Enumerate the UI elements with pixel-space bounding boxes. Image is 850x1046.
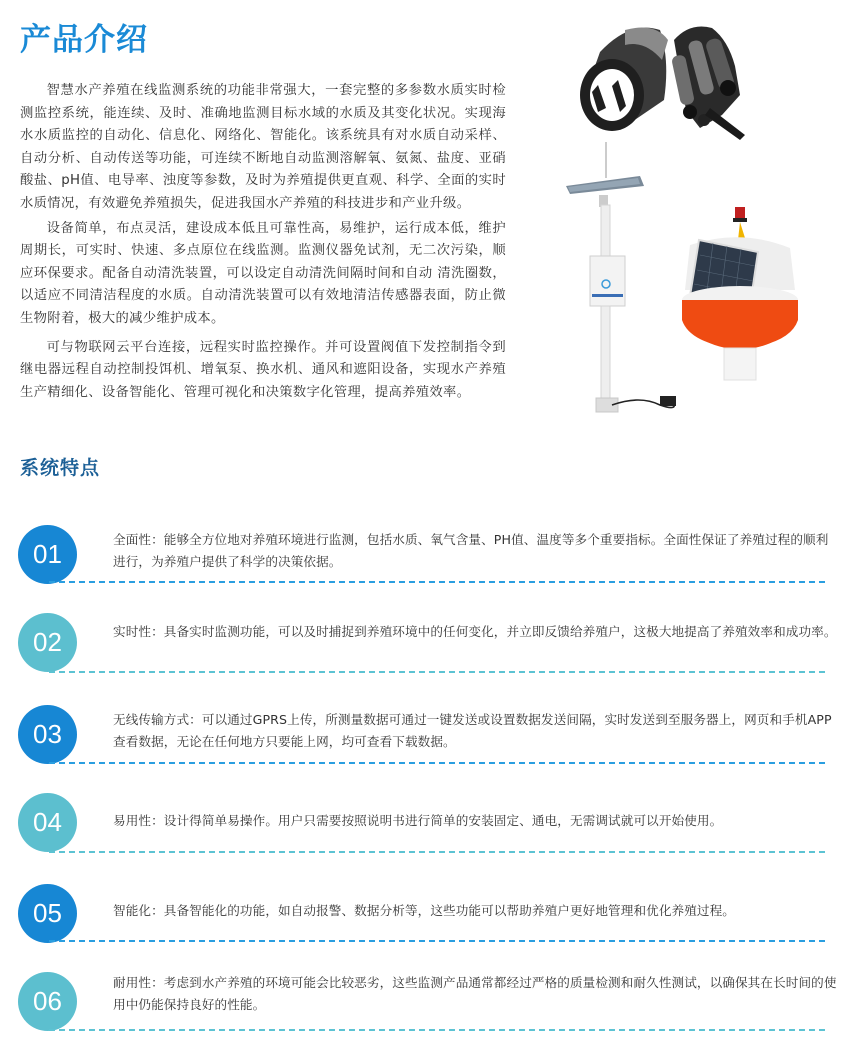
feature-number-badge: 04 [18,793,77,852]
intro-paragraph-1: 智慧水产养殖在线监测系统的功能非常强大，一套完整的多参数水质实时检测监控系统，能连续、及时、准确地监测目标水域的水质及其变化状况。实现海水水质监控的自动化、信息化、网络化、智能化。该系统具有对水质自动采样、自动分析、自动传送等功能，可连续不断地自动监测溶解氧、氨氮、盐度、亚硝酸盐、pH值、电导率、浊度等参数，及时为养殖提供更直观、科学、全面的实时水质情况，有效避免养殖损失，促进我国水产养殖的科技进步和产业升级。 [20,83,506,211]
dashed-divider [49,940,825,942]
feature-text: 智能化：具备智能化的功能，如自动报警、数据分析等，这些功能可以帮助养殖户更好地管理和优化养殖过程。 [113,903,735,918]
solar-pole-station-image [566,142,676,412]
feature-number-badge: 02 [18,613,77,672]
intro-paragraph-2: 设备简单，布点灵活，建设成本低且可靠性高，易维护，运行成本低，维护周期长，可实时、快速、多点原位在线监测。监测仪器免试剂，无二次污染，顺应环保要求。配备自动清洗装置，可以设定自动清洗间隔时间和自动 清洗圈数，以适应不同清洁程度的水质。自动清洗装置可以有效地清洁传感器表面，防止微生物附着，极大的减少维护成本。 [20,220,506,326]
feature-number-badge: 06 [18,972,77,1031]
dashed-divider [49,1029,825,1031]
feature-text: 耐用性：考虑到水产养殖的环境可能会比较恶劣，这些监测产品通常都经过严格的质量检测和耐久性测试，以确保其在长时间的使用中仍能保持良好的性能。 [113,975,837,1012]
buoy-station-image [682,207,798,380]
feature-number-badge: 03 [18,705,77,764]
feature-text: 无线传输方式：可以通过GPRS上传，所测量数据可通过一键发送或设置数据发送间隔，实时发送到至服务器上，网页和手机APP查看数据，无论在任何地方只要能上网，均可查看下载数据。 [113,712,832,749]
feature-text: 全面性：能够全方位地对养殖环境进行监测，包括水质、氧气含量、PH值、温度等多个重要指标。全面性保证了养殖过程的顺利进行，为养殖户提供了科学的决策依据。 [113,532,829,569]
intro-paragraph-3: 可与物联网云平台连接，远程实时监控操作。并可设置阀值下发控制指令到继电器远程自动控制投饵机、增氧泵、换水机、通风和遮阳设备，实现水产养殖生产精细化、设备智能化、管理可视化和决策数字化管理，提高养殖效率。 [20,339,506,400]
dashed-divider [49,851,825,853]
section-title-features: 系统特点 [20,457,101,479]
dashed-divider [49,581,825,583]
dashed-divider [49,671,825,673]
dashed-divider [49,762,825,764]
feature-number-badge: 05 [18,884,77,943]
feature-text: 实时性：具备实时监测功能，可以及时捕捉到养殖环境中的任何变化，并立即反馈给养殖户，这极大地提高了养殖效率和成功率。 [113,624,837,639]
feature-number-badge: 01 [18,525,77,584]
page-title: 产品介绍 [20,22,148,58]
feature-text: 易用性：设计得简单易操作。用户只需要按照说明书进行简单的安装固定、通电，无需调试就可以开始使用。 [113,813,723,828]
intro-text [20,80,506,404]
